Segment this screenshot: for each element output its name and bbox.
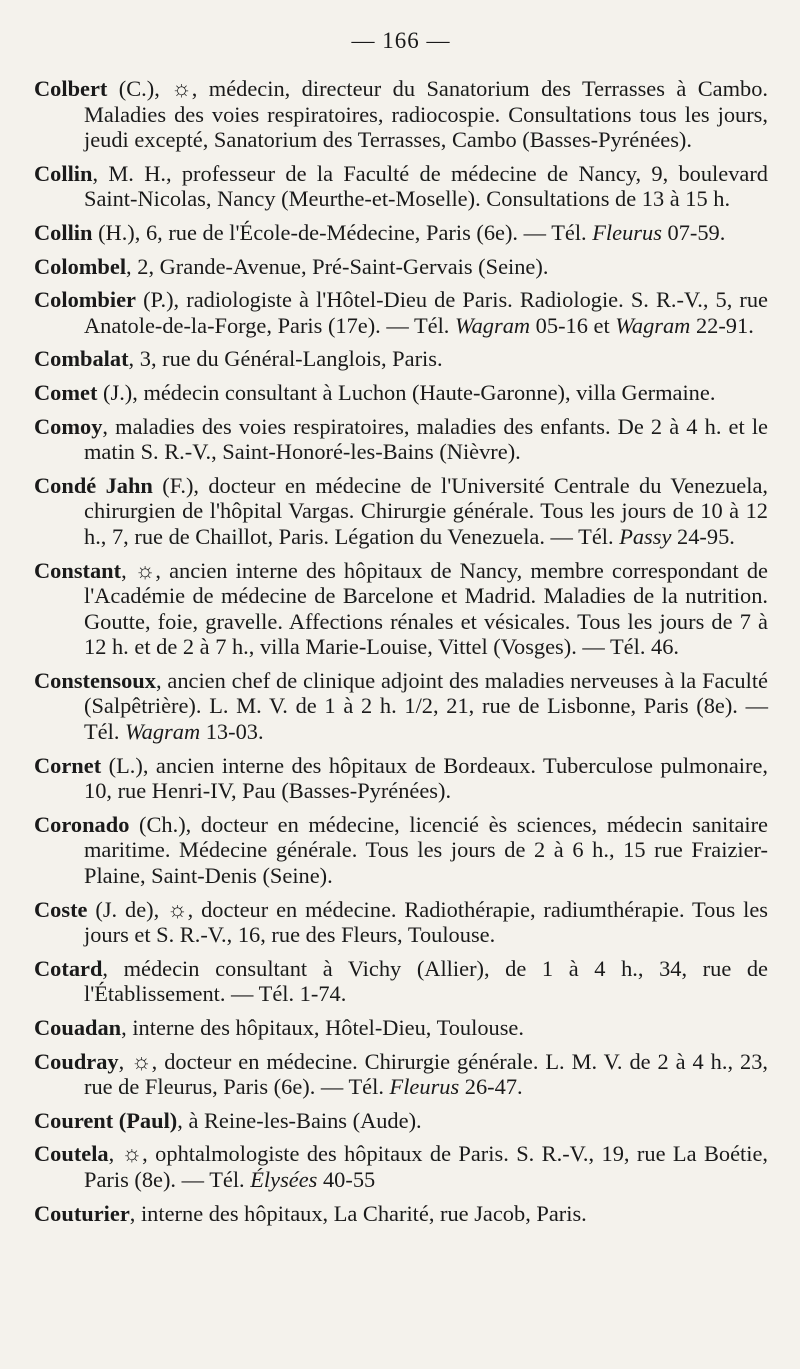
directory-entry [34,956,768,1007]
telephone-number: 24-95. [671,523,735,549]
entry-name: Colombel [34,253,127,279]
telephone-number: 40-55 [317,1166,376,1192]
directory-entry [34,558,768,660]
entry-name: Couadan [34,1015,122,1040]
entry-text: , maladies des voies respiratoires, maladies des enfants. De 2 à 4 h. et le matin S. R.-V., Saint-Honoré-les-Bains (Nièvre). [84,413,768,465]
entry-name: Couturier [34,1200,130,1226]
entry-name: Cotard [34,955,103,981]
entry-text: (J. de), ☼, docteur en médecine. Radiothérapie, radiumthérapie. Tous les jours et S. R.-V., 16, rue des Fleurs, Toulouse. [84,896,768,948]
entry-text: , 2, Grande-Avenue, Pré-Saint-Gervais (Seine). [126,253,549,279]
entry-text: (F.), docteur en médecine de l'Université Centrale du Venezuela, chirurgien de l'hôpital Vargas. Chirurgie générale. Tous les jours de 10 à 12 h., 7, rue de Chaillot, Paris. Légation du Venezuela. — Tél. [84,472,768,549]
entry-name: Cornet [34,752,102,778]
entry-name: Collin [34,219,93,245]
directory-entry [34,753,768,804]
directory-entry [34,220,768,246]
entry-text: (L.), ancien interne des hôpitaux de Bordeaux. Tuberculose pulmonaire, 10, rue Henri-IV, Pau (Basses-Pyrénées). [84,752,768,804]
telephone-exchange: Passy [619,523,672,549]
entry-name: Coudray [34,1048,119,1074]
entry-name: Courent (Paul) [34,1107,178,1133]
directory-entry [34,897,768,948]
telephone-exchange: Wagram [615,312,691,338]
telephone-number: 26-47. [459,1074,523,1100]
telephone-exchange: Fleurus [592,219,662,245]
entry-name: Collin [34,160,93,186]
telephone-number: 05-16 et [530,312,616,338]
entry-text: , 3, rue du Général-Langlois, Paris. [128,346,443,372]
entry-text: (P.), radiologiste à l'Hôtel-Dieu de Paris. Radiologie. S. R.-V., 5, rue Anatole-de-la-Forge, Paris (17e). — Tél. [84,287,768,338]
entry-text: , interne des hôpitaux, Hôtel-Dieu, Toulouse. [121,1015,524,1040]
telephone-number: 22-91. [690,312,754,338]
entry-name: Combalat [34,346,129,372]
directory-entries [34,76,768,1226]
page-number: — 166 — [351,28,451,53]
entry-text: , ancien chef de clinique adjoint des maladies nerveuses à la Faculté (Salpêtrière). L. M. V. de 1 à 2 h. 1/2, 21, rue de Lisbonne, Paris (8e). — Tél. [84,667,768,745]
directory-entry [34,161,768,212]
directory-entry [34,287,768,338]
directory-entry [34,1108,768,1134]
directory-entry [34,76,768,153]
entry-text: (C.), ☼, médecin, directeur du Sanatorium des Terrasses à Cambo. Maladies des voies respiratoires, radiocospie. Consultations tous les jours, jeudi excepté, Sanatorium des Terrasses, Cambo (Basses-Pyrénées). [84,76,768,153]
entry-name: Coutela [34,1141,109,1167]
telephone-number: 07-59. [661,219,726,245]
directory-entry [34,1049,768,1100]
telephone-exchange: Wagram [125,719,201,745]
entry-text: , ☼, docteur en médecine. Chirurgie générale. L. M. V. de 2 à 4 h., 23, rue de Fleurus, Paris (6e). — Tél. [84,1048,768,1100]
directory-entry [34,414,768,465]
telephone-exchange: Wagram [455,312,531,338]
entry-name: Condé Jahn [34,472,153,498]
entry-text: , à Reine-les-Bains (Aude). [177,1107,422,1133]
directory-entry [34,346,768,372]
entry-text: (J.), médecin consultant à Luchon (Haute-Garonne), villa Germaine. [97,379,716,405]
directory-entry [34,1015,768,1041]
directory-entry [34,1201,768,1227]
entry-name: Comet [34,379,98,405]
entry-text: , interne des hôpitaux, La Charité, rue Jacob, Paris. [129,1200,587,1226]
directory-entry [34,668,768,745]
directory-entry [34,254,768,280]
entry-name: Constensoux [34,667,156,693]
telephone-exchange: Élysées [250,1166,318,1192]
entry-text: , ☼, ancien interne des hôpitaux de Nancy, membre correspondant de l'Académie de médecine de Barcelone et Madrid. Maladies de la nutrition. Goutte, foie, gravelle. Affections rénales et vésicales. Tous les jours de 7 à 12 h. et de 2 à 7 h., villa Marie-Louise, Vittel (Vosges). — Tél. 46. [84,557,768,660]
directory-entry [34,473,768,550]
entry-name: Constant [34,557,122,583]
entry-name: Comoy [34,413,103,439]
entry-name: Coronado [34,811,130,837]
entry-name: Colombier [34,287,136,313]
entry-text: (Ch.), docteur en médecine, licencié ès sciences, médecin sanitaire maritime. Médecine générale. Tous les jours de 2 à 6 h., 15 rue Fraizier-Plaine, Saint-Denis (Seine). [84,811,768,889]
entry-text: , M. H., professeur de la Faculté de médecine de Nancy, 9, boulevard Saint-Nicolas, Nancy (Meurthe-et-Moselle). Consultations de 13 à 15 h. [84,160,768,212]
directory-entry [34,380,768,406]
entry-text: , ☼, ophtalmologiste des hôpitaux de Paris. S. R.-V., 19, rue La Boétie, Paris (8e). — Tél. [84,1141,768,1192]
directory-entry [34,812,768,889]
entry-text: (H.), 6, rue de l'École-de-Médecine, Paris (6e). — Tél. [92,219,593,245]
entry-text: , médecin consultant à Vichy (Allier), de 1 à 4 h., 34, rue de l'Établissement. — Tél. 1-74. [84,955,768,1007]
telephone-exchange: Fleurus [389,1074,460,1100]
telephone-number: 13-03. [200,719,264,745]
entry-name: Colbert [34,76,108,101]
entry-name: Coste [34,896,88,922]
directory-entry [34,1141,768,1192]
